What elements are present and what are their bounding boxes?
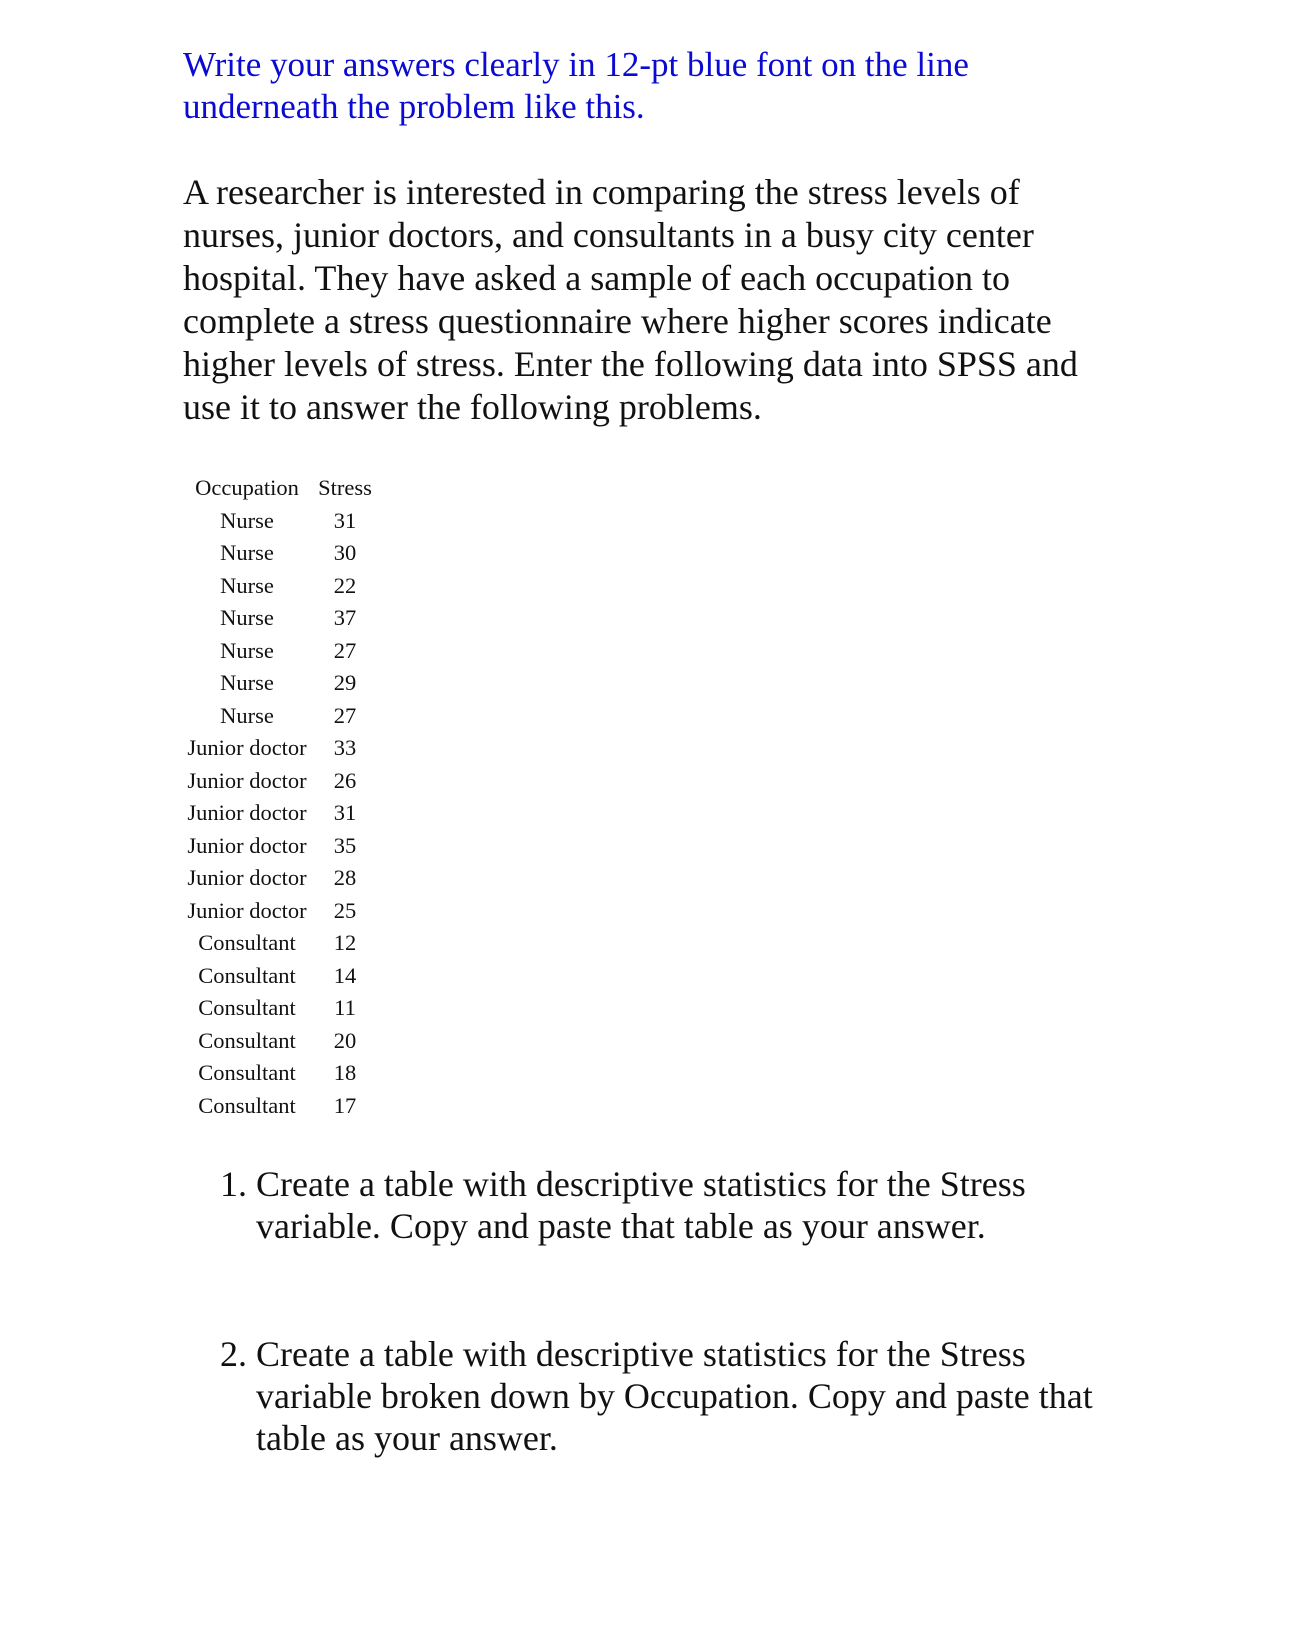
occupation-cell: Junior doctor — [187, 735, 307, 761]
problem-list — [183, 1163, 1136, 1459]
table-row — [180, 732, 376, 765]
table-row — [180, 667, 376, 700]
stress-cell: 12 — [333, 930, 357, 956]
table-row — [180, 1025, 376, 1058]
stress-cell: 28 — [333, 865, 357, 891]
table-row — [180, 505, 376, 538]
occupation-cell: Junior doctor — [187, 832, 307, 858]
table-row — [180, 797, 376, 830]
stress-cell: 11 — [334, 995, 356, 1021]
table-row — [180, 992, 376, 1025]
occupation-cell: Junior doctor — [187, 767, 307, 793]
stress-cell: 25 — [333, 897, 357, 923]
stress-cell: 18 — [333, 1060, 357, 1086]
table-row — [180, 895, 376, 928]
occupation-cell: Consultant — [198, 930, 296, 956]
table-row — [180, 537, 376, 570]
stress-cell: 17 — [333, 1092, 357, 1118]
table-row — [180, 570, 376, 603]
occupation-cell: Junior doctor — [187, 865, 307, 891]
data-table — [180, 472, 376, 1122]
stress-cell: 27 — [333, 637, 357, 663]
occupation-cell: Nurse — [220, 507, 274, 533]
occupation-cell: Nurse — [220, 702, 274, 728]
occupation-cell: Consultant — [198, 1092, 296, 1118]
table-row — [180, 830, 376, 863]
table-row — [180, 960, 376, 993]
occupation-cell: Nurse — [220, 572, 274, 598]
occupation-cell: Consultant — [198, 1027, 296, 1053]
stress-cell: 27 — [333, 702, 357, 728]
occupation-cell: Junior doctor — [187, 897, 307, 923]
occupation-cell: Nurse — [220, 540, 274, 566]
header-occupation: Occupation — [195, 475, 299, 501]
table-row — [180, 1090, 376, 1123]
table-row — [180, 927, 376, 960]
intro-paragraph: A researcher is interested in comparing the stress levels of nurses, junior doctors, and consultants in a busy city center hospital. They have asked a sample of each occupation to complete a stress questionnaire where higher scores indicate higher levels of stress. Enter the following data into SPSS and use it to answer the following problems. — [183, 172, 1078, 427]
table-row — [180, 700, 376, 733]
table-row — [180, 635, 376, 668]
stress-cell: 35 — [333, 832, 357, 858]
occupation-cell: Junior doctor — [187, 800, 307, 826]
header-stress: Stress — [318, 475, 372, 501]
occupation-cell: Consultant — [198, 995, 296, 1021]
occupation-cell: Nurse — [220, 605, 274, 631]
stress-cell: 37 — [333, 605, 357, 631]
table-row — [180, 862, 376, 895]
table-row — [180, 602, 376, 635]
instructions-text: Write your answers clearly in 12-pt blue font on the line underneath the problem like this. — [183, 45, 969, 126]
stress-cell: 26 — [333, 767, 357, 793]
occupation-cell: Consultant — [198, 1060, 296, 1086]
occupation-cell: Nurse — [220, 670, 274, 696]
stress-cell: 30 — [333, 540, 357, 566]
stress-cell: 31 — [333, 507, 357, 533]
occupation-cell: Consultant — [198, 962, 296, 988]
stress-cell: 20 — [333, 1027, 357, 1053]
stress-cell: 33 — [333, 735, 357, 761]
stress-cell: 14 — [333, 962, 357, 988]
stress-cell: 31 — [333, 800, 357, 826]
stress-cell: 22 — [333, 572, 357, 598]
occupation-cell: Nurse — [220, 637, 274, 663]
problem-1: 1. Create a table with descriptive statistics for the Stress variable. Copy and paste that table as your answer. — [256, 1163, 1136, 1247]
table-header-row — [180, 472, 376, 505]
table-row — [180, 1057, 376, 1090]
problem-2: 2. Create a table with descriptive statistics for the Stress variable broken down by Occupation. Copy and paste that table as your answer. — [256, 1333, 1136, 1459]
table-row — [180, 765, 376, 798]
stress-cell: 29 — [333, 670, 357, 696]
